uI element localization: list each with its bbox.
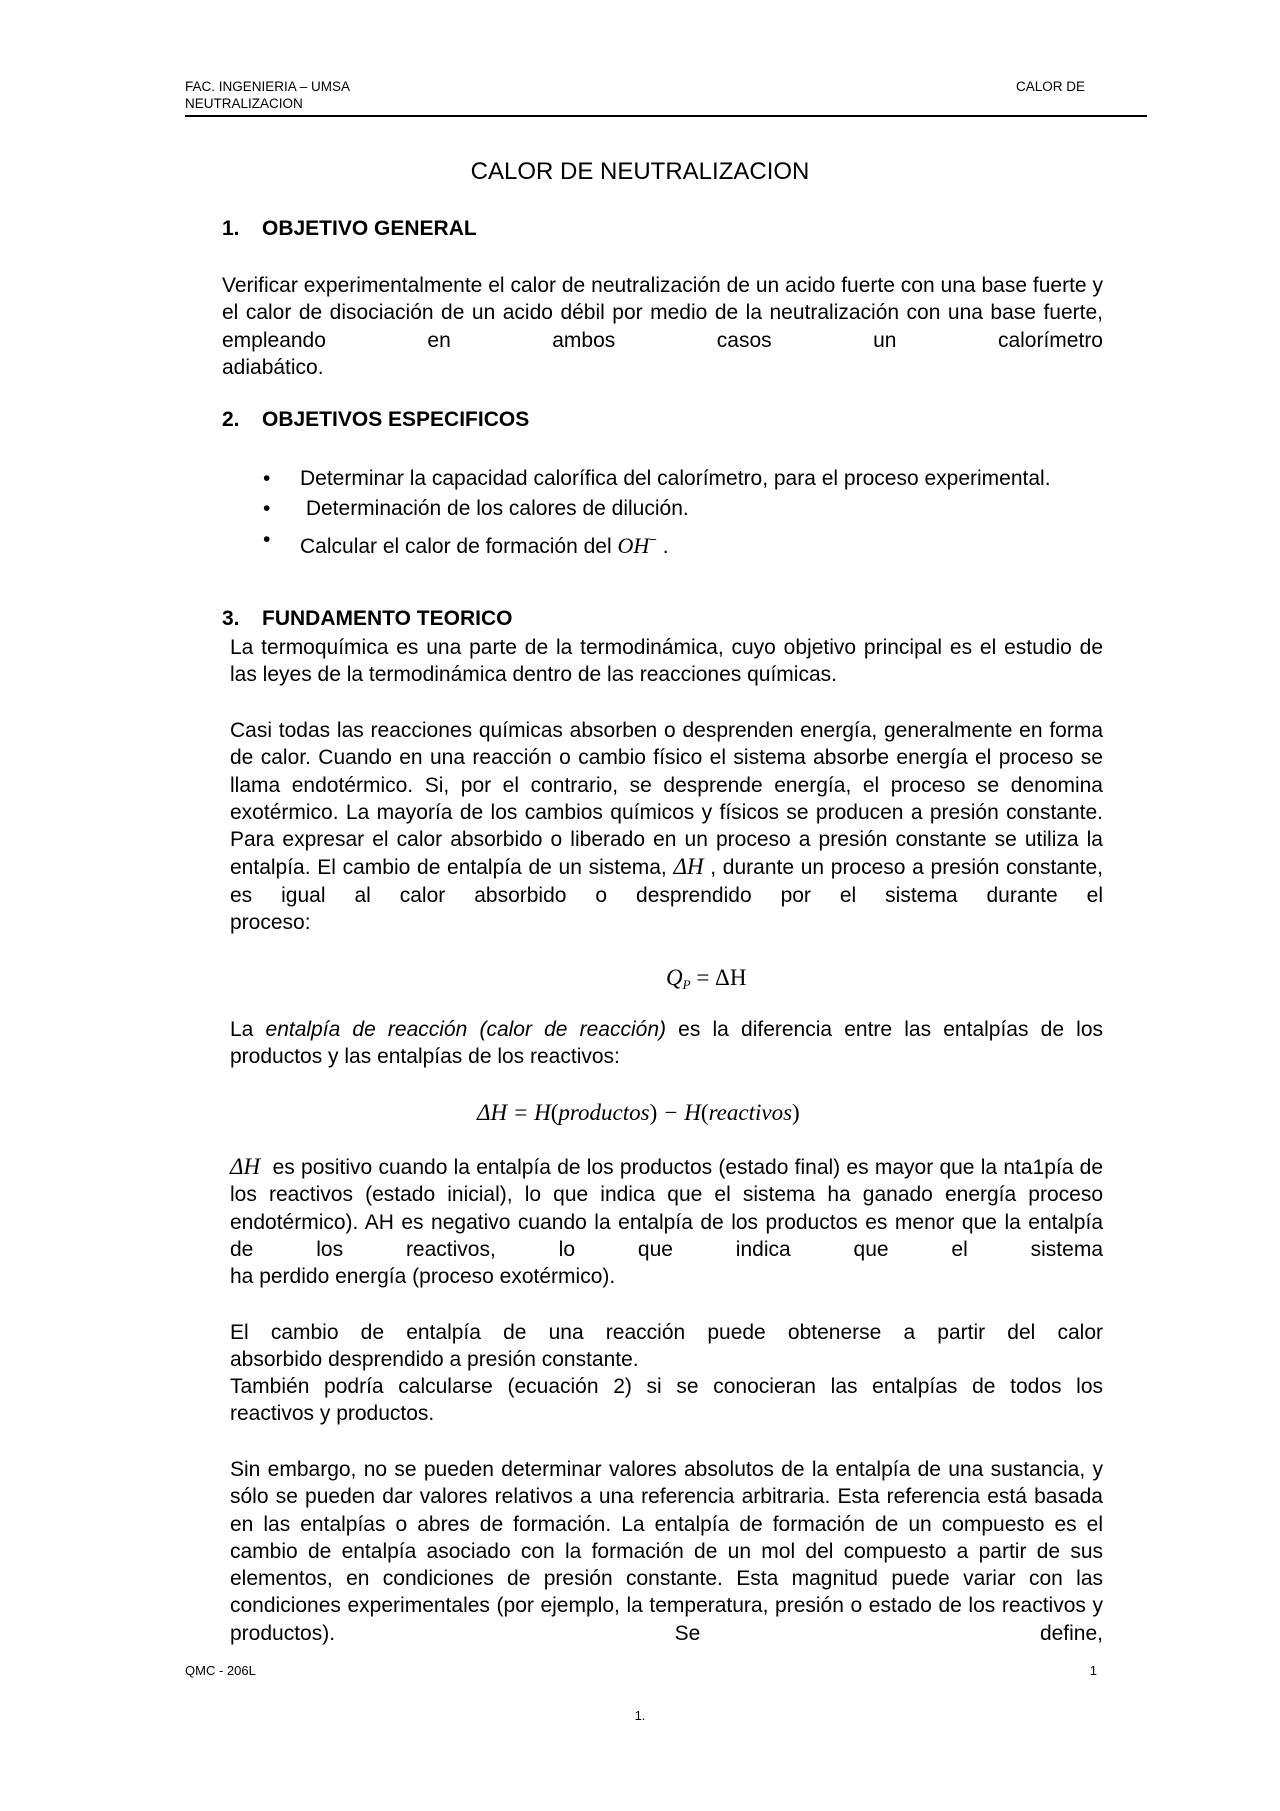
paragraph-text: es positivo cuando la entalpía de los productos (estado final) es mayor que la nta1pía de los reactivos (estado inicial), lo que indica que el sistema ha ganado energía proceso endotérmico). AH es negativo cuando la entalpía de los productos es menor que la entalpía de los reactivos, lo que indica que el sistema	[230, 1156, 1109, 1261]
eq-paren: (	[700, 1100, 709, 1125]
paragraph-delta-h-signo	[230, 1153, 1109, 1290]
eq-q: Q	[666, 965, 683, 990]
section-heading-objetivos-especificos	[222, 408, 529, 432]
eq-part: reactivos	[708, 1100, 793, 1125]
paragraph-text: , durante un proceso a presión constante, es igual al calor absorbido o desprendido por el sistema durante el	[230, 856, 1104, 907]
paragraph-body: Verificar experimentalmente el calor de neutralización de un acido fuerte con una base fuerte y el calor de disociación de un acido débil por medio de la neutralización con una base fuerte, empleando en ambos casos un calorímetro	[222, 274, 1103, 352]
eq-paren: )	[649, 1100, 658, 1125]
paragraph-last-line: ha perdido energía (proceso exotérmico).	[230, 1265, 616, 1289]
bullet-icon: •	[263, 467, 271, 490]
document-title: CALOR DE NEUTRALIZACION	[470, 158, 810, 185]
section-heading-objetivo-general	[222, 217, 477, 241]
list-item-text: Determinación de los calores de dilución.	[300, 497, 689, 521]
section-title: FUNDAMENTO TEORICO	[262, 607, 513, 630]
paragraph-sin-embargo: Sin embargo, no se pueden determinar valores absolutos de la entalpía de una sustancia, y sólo se pueden dar valores relativos a una referencia arbitraria. Esta referencia está basada en las entalpías o abres de formación. La entalpía de formación de un compuesto es el cambio de entalpía asociado con la formación de un mol del compuesto a partir de sus elementos, en condiciones de presión constante. Esta magnitud puede variar con las condiciones experimentales (por ejemplo, la temperatura, presión o estado de los reactivos y productos). Se define,	[230, 1458, 1103, 1645]
math-delta-h: ΔH	[230, 1154, 261, 1179]
paragraph-last-line: absorbido desprendido a presión constante.	[230, 1348, 639, 1372]
paragraph-objetivo-general	[222, 272, 1103, 381]
objetivos-list	[263, 465, 1103, 563]
paragraph-entalpia-reaccion	[230, 1016, 1103, 1071]
paragraph-text: Casi todas las reacciones químicas absorben o desprenden energía, generalmente en forma de calor. Cuando en una reacción o cambio físico el sistema absorbe energía el proceso se llama endotérmico. Si, por el contrario, se desprende energía, el proceso se denomina exotérmico. La mayoría de los cambios químicos y físicos se producen a presión constante. Para expresar el calor absorbido o liberado en un proceso a presión constante se utiliza la entalpía. El cambio de entalpía de un sistema,	[230, 719, 1103, 880]
paragraph-text: La	[230, 1018, 266, 1041]
eq-rest: = ΔH	[690, 965, 747, 990]
header-topic: NEUTRALIZACION	[185, 96, 303, 111]
list-item	[263, 495, 1103, 522]
list-item-suffix: .	[656, 534, 669, 558]
eq-part: ΔH = H	[477, 1100, 551, 1125]
header-rule	[185, 115, 1147, 117]
math-superscript: −	[649, 531, 657, 547]
list-item	[263, 465, 1103, 492]
section-title: OBJETIVO GENERAL	[262, 217, 477, 240]
paragraph-last-line: adiabático.	[222, 355, 324, 379]
header-left	[185, 78, 350, 112]
list-item-text: Determinar la capacidad calorífica del calorímetro, para el proceso experimental.	[300, 467, 1051, 490]
paragraph-body: También podría calcularse (ecuación 2) si se conocieran las entalpías de todos los	[230, 1375, 1103, 1398]
paragraph-last-line: proceso:	[230, 911, 311, 935]
equation-delta-h	[477, 1100, 800, 1126]
paragraph-cambio-entalpia	[230, 1319, 1103, 1374]
math-oh: OH	[617, 532, 650, 558]
paragraph-last-line: reactivos y productos.	[230, 1402, 435, 1426]
list-item-text: Calcular el calor de formación del	[300, 534, 618, 558]
section-number: 1.	[222, 217, 240, 240]
bullet-icon: •	[263, 527, 271, 551]
eq-part: − H	[657, 1100, 701, 1125]
paragraph-body	[230, 717, 1103, 909]
math-delta-h: ΔH	[673, 854, 704, 880]
footer-course-code: QMC - 206L	[185, 1663, 256, 1678]
list-item	[263, 526, 1103, 560]
paragraph-entalpia	[230, 717, 1103, 936]
header-institution: FAC. INGENIERIA – UMSA	[185, 79, 351, 94]
page-number: 1.	[634, 1708, 646, 1723]
header-right: CALOR DE	[1015, 79, 1085, 94]
paragraph-text: es la diferencia entre las entalpías de los productos y las entalpías de los reactivos:	[230, 1018, 1103, 1069]
section-number: 3.	[222, 607, 240, 630]
footer-page-number: 1	[1089, 1663, 1097, 1678]
paragraph-ecuacion-2	[230, 1373, 1103, 1428]
section-heading-fundamento-teorico	[222, 607, 512, 631]
eq-paren: )	[792, 1100, 800, 1125]
eq-subscript: P	[682, 977, 691, 992]
paragraph-emphasis: entalpía de reacción (calor de reacción)	[265, 1018, 667, 1041]
section-title: OBJETIVOS ESPECIFICOS	[262, 408, 530, 431]
eq-paren: (	[550, 1100, 559, 1125]
paragraph-body	[230, 1153, 1109, 1263]
paragraph-body: El cambio de entalpía de una reacción puede obtenerse a partir del calor	[230, 1321, 1103, 1344]
equation-qp	[666, 965, 746, 993]
eq-part: productos	[558, 1100, 650, 1125]
bullet-icon: •	[263, 497, 271, 521]
paragraph-termoquimica: La termoquímica es una parte de la termodinámica, cuyo objetivo principal es el estudio de las leyes de la termodinámica dentro de las reacciones químicas.	[230, 636, 1103, 687]
section-number: 2.	[222, 408, 240, 431]
